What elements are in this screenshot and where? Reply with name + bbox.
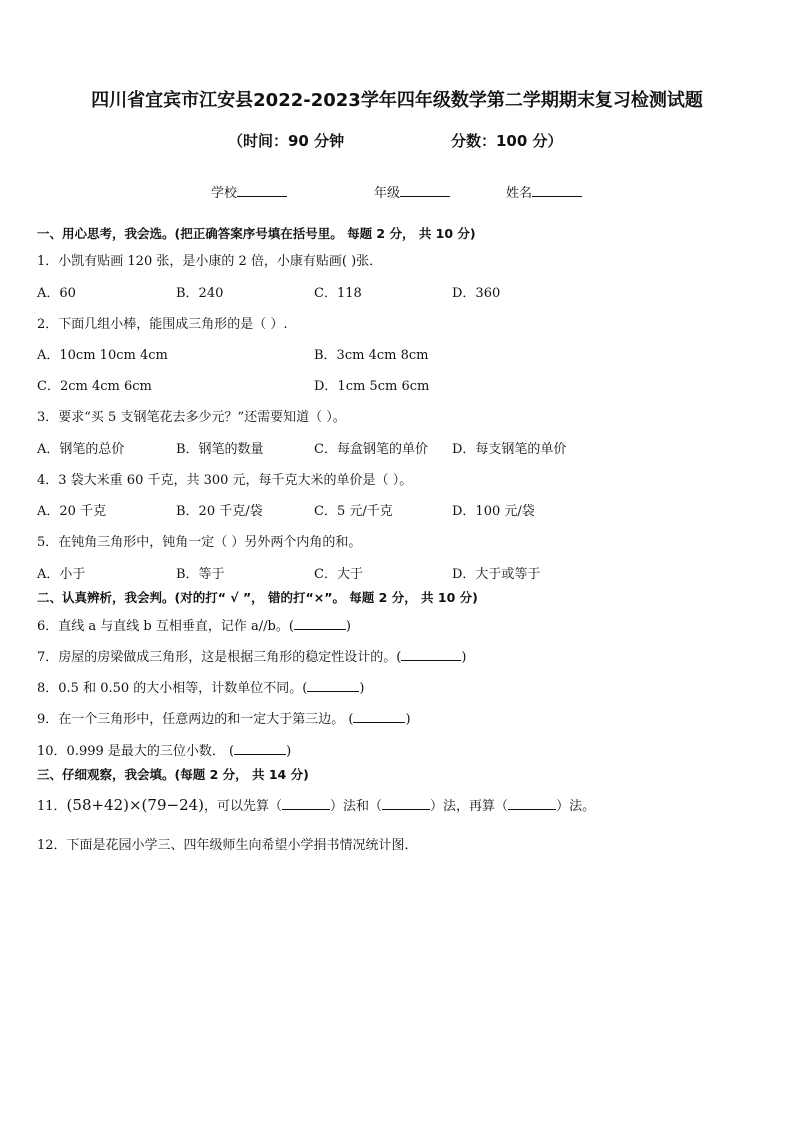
question-7 — [37, 646, 466, 665]
question-9 — [37, 708, 411, 727]
q1-option-b[interactable]: B．240 — [176, 286, 224, 301]
q1-option-c[interactable]: C．118 — [314, 286, 362, 301]
q2-option-a[interactable]: A．10cm 10cm 4cm — [37, 348, 168, 363]
q5-option-d[interactable]: D．大于或等于 — [452, 567, 541, 582]
q5-option-a[interactable]: A．小于 — [37, 567, 86, 582]
name-blank[interactable] — [532, 184, 582, 197]
q9-close: ) — [405, 712, 411, 727]
q11-text-a: ，可以先算（ — [204, 799, 283, 814]
question-3: 3．要求“买 5 支钢笔花去多少元？”还需要知道（ ）。 — [37, 410, 346, 425]
q11-blank-3[interactable] — [508, 797, 556, 810]
q11-blank-2[interactable] — [382, 797, 430, 810]
q7-answer-blank[interactable] — [401, 648, 461, 661]
q4-option-c[interactable]: C．5 元/千克 — [314, 504, 393, 519]
q4-option-b[interactable]: B．20 千克/袋 — [176, 504, 263, 519]
q11-expression: (58+42)×(79−24) — [66, 796, 205, 814]
q6-close: ) — [345, 619, 351, 634]
q2-option-d[interactable]: D．1cm 5cm 6cm — [314, 379, 430, 394]
q10-text: 10．0.999 是最大的三位小数． ( — [37, 744, 235, 759]
q5-option-c[interactable]: C．大于 — [314, 567, 363, 582]
question-5: 5．在钝角三角形中，钝角一定（ ）另外两个内角的和。 — [37, 535, 362, 550]
q2-option-c[interactable]: C．2cm 4cm 6cm — [37, 379, 152, 394]
exam-score: 分数：100 分） — [451, 132, 563, 150]
school-blank[interactable] — [237, 184, 287, 197]
q3-option-a[interactable]: A．钢笔的总价 — [37, 442, 125, 457]
q4-option-a[interactable]: A．20 千克 — [37, 504, 107, 519]
q3-option-b[interactable]: B．钢笔的数量 — [176, 442, 264, 457]
q8-answer-blank[interactable] — [307, 679, 359, 692]
q7-text: 7．房屋的房梁做成三角形，这是根据三角形的稳定性设计的。( — [37, 650, 402, 665]
q5-option-b[interactable]: B．等于 — [176, 567, 225, 582]
q11-number: 11． — [37, 799, 67, 814]
question-6 — [37, 615, 351, 634]
q6-text: 6．直线 a 与直线 b 互相垂直，记作 a//b。( — [37, 619, 294, 634]
name-field — [506, 182, 582, 201]
grade-field — [374, 182, 450, 201]
q4-option-d[interactable]: D．100 元/袋 — [452, 504, 535, 519]
question-2: 2．下面几组小棒，能围成三角形的是（ ）. — [37, 317, 288, 332]
question-8 — [37, 677, 364, 696]
q3-option-c[interactable]: C．每盒钢笔的单价 — [314, 442, 428, 457]
q7-close: ) — [461, 650, 467, 665]
q3-option-d[interactable]: D．每支钢笔的单价 — [452, 442, 567, 457]
q8-text: 8．0.5 和 0.50 的大小相等，计数单位不同。( — [37, 681, 308, 696]
question-10 — [37, 740, 291, 759]
q11-blank-1[interactable] — [282, 797, 330, 810]
q2-option-b[interactable]: B．3cm 4cm 8cm — [314, 348, 429, 363]
section1-title: 一、用心思考，我会选。(把正确答案序号填在括号里。 每题 2 分， 共 10 分) — [37, 226, 476, 241]
section3-title: 三、仔细观察，我会填。(每题 2 分， 共 14 分) — [37, 767, 309, 782]
q10-answer-blank[interactable] — [234, 742, 286, 755]
q1-option-a[interactable]: A．60 — [37, 286, 76, 301]
q11-text-c: ）法，再算（ — [430, 799, 509, 814]
q8-close: ) — [359, 681, 365, 696]
q11-text-d: ）法。 — [556, 799, 596, 814]
exam-time: （时间：90 分钟 — [228, 132, 345, 150]
question-11 — [37, 795, 595, 814]
grade-blank[interactable] — [400, 184, 450, 197]
exam-title: 四川省宜宾市江安县2022-2023学年四年级数学第二学期期末复习检测试题 — [91, 90, 703, 111]
question-12: 12．下面是花园小学三、四年级师生向希望小学捐书情况统计图． — [37, 838, 418, 853]
q11-text-b: ）法和（ — [330, 799, 383, 814]
q9-text: 9．在一个三角形中，任意两边的和一定大于第三边。 ( — [37, 712, 354, 727]
question-4: 4．3 袋大米重 60 千克，共 300 元，每千克大米的单价是（ ）。 — [37, 473, 413, 488]
name-label: 姓名 — [506, 186, 533, 201]
grade-label: 年级 — [374, 186, 401, 201]
school-label: 学校 — [211, 186, 238, 201]
question-1: 1．小凯有贴画 120 张，是小康的 2 倍，小康有贴画( )张． — [37, 254, 383, 269]
q1-option-d[interactable]: D．360 — [452, 286, 501, 301]
q6-answer-blank[interactable] — [294, 617, 346, 630]
section2-title: 二、认真辨析，我会判。(对的打“ √ ”， 错的打“×”。 每题 2 分， 共 10 分) — [37, 590, 478, 605]
q9-answer-blank[interactable] — [353, 710, 405, 723]
school-field — [211, 182, 287, 201]
q10-close: ) — [286, 744, 292, 759]
